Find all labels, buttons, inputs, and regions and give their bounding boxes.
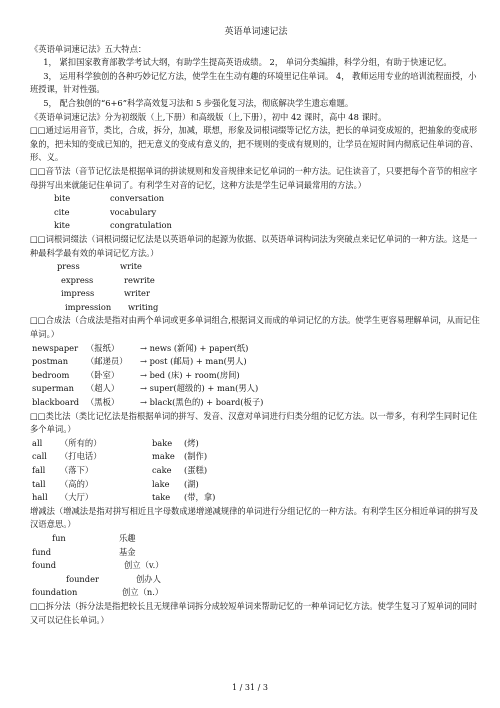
analogy-method: □□类比法（类比记忆法是指根据单词的拼写、发音、汉意对单词进行归类分组的记忆方法。以一带多，有利学生同时记住多个单词。） bbox=[30, 410, 478, 435]
add-subtract-word-list bbox=[30, 532, 482, 600]
word: newspaper bbox=[32, 342, 79, 353]
word-row bbox=[32, 491, 482, 505]
word: cake bbox=[152, 465, 172, 475]
word-row bbox=[30, 586, 482, 600]
syllable-word-list bbox=[30, 192, 482, 233]
word-meaning: （打电话） bbox=[60, 451, 102, 462]
word: conversation bbox=[110, 193, 165, 204]
word-row bbox=[54, 219, 482, 233]
word: impression bbox=[65, 301, 112, 312]
word: make bbox=[152, 451, 175, 462]
word-row bbox=[30, 274, 482, 288]
word-breakdown: → bed (床) + room(房间) bbox=[140, 369, 240, 380]
word: bite bbox=[54, 193, 71, 204]
feature-3-4: 3， 运用科学独创的各种巧妙记忆方法，使学生在生动有趣的环境里记住单词。 4， 教师运用专业的培训流程面授，小班授课，针对性强。 bbox=[30, 70, 477, 95]
analogy-word-list bbox=[30, 437, 482, 505]
word: vocabulary bbox=[110, 206, 157, 217]
word: found bbox=[32, 560, 57, 571]
word-row bbox=[30, 301, 482, 315]
word-meaning: （卧室） bbox=[86, 369, 120, 380]
word: tall bbox=[32, 478, 46, 489]
word-meaning: （所有的） bbox=[60, 437, 102, 448]
word-meaning: (蛋糕) bbox=[184, 465, 208, 475]
word-row bbox=[32, 396, 482, 410]
compound-word-list bbox=[30, 342, 482, 410]
word: congratulation bbox=[110, 220, 172, 231]
word: lake bbox=[152, 478, 170, 489]
word-meaning: （邮递员） bbox=[86, 356, 128, 367]
word: fun bbox=[52, 532, 66, 543]
word-meaning: （落下） bbox=[60, 465, 94, 475]
word-row bbox=[32, 450, 482, 464]
word-row bbox=[30, 532, 482, 546]
word-row bbox=[54, 192, 482, 206]
word: fall bbox=[32, 465, 46, 475]
page-title: 英语单词速记法 bbox=[224, 27, 288, 37]
word-meaning: （高的） bbox=[60, 478, 94, 489]
word-meaning: （超人） bbox=[86, 383, 120, 394]
word-meaning: 乐趣 bbox=[119, 532, 136, 543]
word: impress bbox=[61, 288, 95, 299]
word: kite bbox=[54, 220, 70, 231]
word-meaning: （报纸） bbox=[86, 342, 120, 353]
word-meaning: 基金 bbox=[119, 546, 136, 557]
word: fund bbox=[32, 546, 52, 557]
word-row bbox=[32, 464, 482, 478]
word-meaning: 创办人 bbox=[136, 573, 161, 584]
edition-info: 《英语单词速记法》分为初级版（上,下册）和高级版（上,下册），初中 42 课时，高中 48 课时。 bbox=[30, 111, 387, 122]
method-overview: □□通过运用音节，类比，合成，拆分，加减，联想，形象及词根词缀等记忆方法，把长的单词变成短的，把抽象的变成形象的，把未知的变成已知的，把无意义的变成有意义的，把不规则的变成有规则的，让学员在短时间内彻底记住单词的音、形、义。 bbox=[30, 125, 479, 163]
word-row bbox=[32, 478, 482, 492]
word-meaning: （黑板） bbox=[86, 397, 120, 408]
word: take bbox=[152, 492, 171, 503]
word-row bbox=[54, 206, 482, 220]
word-meaning: （大厅） bbox=[60, 492, 94, 503]
word-row bbox=[32, 382, 482, 396]
add-subtract-method: 增减法（增减法是指对拼写相近且字母数成递增递减规律的单词进行分组记忆的一种方法。有利学生区分相近单词的拼写及汉语意思。） bbox=[30, 505, 479, 530]
compound-method: □□合成法（合成法是指对由两个单词或更多单词组合,根据词义而成的单词记忆的方法。使学生更容易理解单词，从而记住单词。） bbox=[30, 315, 480, 340]
word: postman bbox=[32, 356, 69, 367]
word-breakdown: → black(黑色的) + board(板子) bbox=[140, 397, 264, 408]
feature-5: 5， 配合独创的“6+6”科学高效复习法和 5 步强化复习法，彻底解决学生遗忘难题。 bbox=[43, 97, 354, 108]
word-meaning: (带，拿) bbox=[184, 492, 216, 503]
root-affix-method: □□词根词缀法（词根词缀记忆法是以英语单词的起源为依据、以英语单词构词法为突破点来记忆单词的一种方法。这是一种最科学最有效的单词记忆方法。） bbox=[30, 233, 478, 258]
word-row bbox=[30, 573, 482, 587]
word: superman bbox=[32, 383, 74, 394]
word: press bbox=[57, 261, 80, 272]
word-breakdown: → post (邮局) + man(男人) bbox=[140, 356, 247, 367]
word-breakdown: → news (新闻) + paper(纸) bbox=[140, 342, 249, 353]
word-meaning: (制作) bbox=[184, 451, 208, 462]
word: writer bbox=[124, 288, 150, 299]
word-meaning: (湖) bbox=[184, 478, 199, 489]
root-word-list bbox=[30, 260, 482, 314]
word: all bbox=[32, 437, 43, 448]
word-breakdown: → super(超级的) + man(男人) bbox=[140, 383, 259, 394]
word: hall bbox=[32, 492, 48, 503]
word: call bbox=[32, 451, 47, 462]
word-row bbox=[30, 546, 482, 560]
word-row bbox=[30, 559, 482, 573]
word-row bbox=[30, 287, 482, 301]
word: writing bbox=[128, 301, 159, 312]
word: blackboard bbox=[32, 397, 80, 408]
word-meaning: 创立（v.） bbox=[124, 560, 164, 571]
word-meaning: 创立（n.） bbox=[122, 587, 164, 598]
word-row bbox=[32, 437, 482, 451]
syllable-method: □□音节法（音节记忆法是根据单词的拼读规则和发音规律来记忆单词的一种方法。记住读音了，只要把每个音节的相应字母拼写出来就能记住单词了。有利学生对音的记忆，这种方法是学生记单词最常用的方法。） bbox=[30, 165, 478, 190]
word-row bbox=[30, 260, 482, 274]
features-heading: 《英语单词速记法》五大特点： bbox=[30, 43, 147, 54]
word-row bbox=[32, 369, 482, 383]
split-method: □□拆分法（拆分法是指把较长且无规律单词拆分成较短单词来帮助记忆的一种单词记忆方法。使学生复习了短单词的同时又可以记住长单词。） bbox=[30, 600, 478, 625]
page-number: 1 / 31 / 3 bbox=[232, 683, 268, 692]
word: rewrite bbox=[124, 274, 155, 285]
word: write bbox=[120, 261, 142, 272]
word-row bbox=[32, 355, 482, 369]
word: bake bbox=[152, 437, 173, 448]
word: foundation bbox=[32, 587, 78, 598]
word-row bbox=[32, 342, 482, 356]
word: bedroom bbox=[32, 369, 70, 380]
feature-1-2: 1， 紧扣国家教育部教学考试大纲，有助学生提高英语成绩。 2， 单词分类编排，科学分组，有助于快速记忆。 bbox=[43, 57, 452, 68]
word: founder bbox=[66, 573, 99, 584]
word: express bbox=[61, 274, 94, 285]
word: cite bbox=[54, 206, 70, 217]
word-meaning: (烤) bbox=[184, 437, 199, 448]
